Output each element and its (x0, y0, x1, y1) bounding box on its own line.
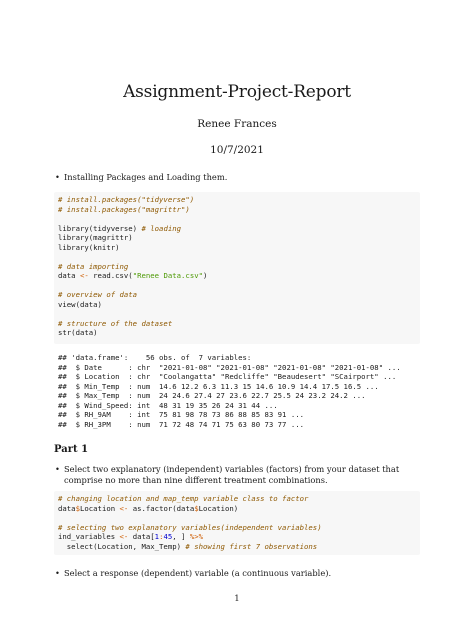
code-token: data[ (128, 532, 155, 541)
output-line: ## $ RH_9AM : int 75 81 98 78 73 86 88 85 83 91 ... (58, 410, 305, 419)
code-token: # loading (141, 223, 182, 233)
page-title: Assignment-Project-Report (123, 82, 351, 102)
code-token: data (58, 503, 76, 513)
output-line: ## $ Location : chr "Coolangatta" "Redcliffe" "Beaudesert" "SCairport" ... (58, 372, 397, 381)
code-output (54, 353, 424, 429)
code-line (58, 504, 416, 514)
bullet-item (55, 172, 424, 183)
code-token: library(tidyverse) (58, 223, 142, 233)
bullet-dot-icon: • (55, 172, 60, 182)
code-token: # install.packages("magrittr") (58, 204, 190, 214)
code-line (58, 290, 416, 300)
author-line: Renee Frances (197, 118, 277, 130)
code-line (58, 195, 416, 205)
code-token: <- (119, 503, 129, 513)
code-line (58, 309, 416, 319)
code-line (58, 205, 416, 215)
code-line (58, 214, 416, 224)
code-line (58, 271, 416, 281)
output-line: ## $ Max_Temp : num 24 24.6 27.4 27 23.6 22.7 25.5 24 23.2 24.2 ... (58, 391, 366, 400)
code-token: , ] (172, 532, 190, 541)
code-token: library(knitr) (58, 242, 120, 252)
code-token: # overview of data (58, 290, 138, 299)
code-token: # showing first 7 observations (185, 541, 318, 551)
code-token: : (159, 532, 164, 541)
code-token: view(data) (58, 299, 102, 309)
code-line (58, 281, 416, 291)
output-line: ## $ Date : chr "2021-01-08" "2021-01-08" "2021-01-08" "2021-01-08" ... (58, 362, 401, 372)
code-token: data (58, 271, 80, 280)
code-token: read.csv( (88, 271, 133, 280)
code-line (58, 262, 416, 272)
code-line (58, 233, 416, 243)
code-line (58, 532, 416, 542)
code-line (58, 224, 416, 234)
code-token: <- (119, 532, 129, 541)
code-block (54, 491, 420, 555)
code-line (58, 513, 416, 523)
code-line (58, 328, 416, 338)
code-token: as.factor(data (128, 503, 195, 513)
code-block (54, 192, 420, 344)
code-token: 1 (154, 532, 160, 541)
code-token: "Renee Data.csv" (132, 271, 203, 280)
code-token: # changing location and map_temp variable class to factor (58, 494, 309, 503)
code-line (58, 252, 416, 262)
code-token: select(Location, Max_Temp) (58, 541, 186, 551)
code-line (58, 300, 416, 310)
output-line: ## $ Min_Temp : num 14.6 12.2 6.3 11.3 15 14.6 10.9 14.4 17.5 16.5 ... (58, 381, 379, 391)
code-token: # selecting two explanatory variables(independent variables) (58, 522, 322, 532)
section-heading: Part 1 (54, 444, 89, 455)
code-token: # structure of the dataset (58, 318, 173, 328)
bullet-text: Select two explanatory (independent) variables (factors) from your dataset that comprise no more than nine different treatment combinations. (64, 464, 400, 485)
code-token: $ (75, 503, 80, 513)
bullet-text: Installing Packages and Loading them. (64, 172, 228, 182)
code-token: ) (203, 271, 208, 280)
code-token: 45 (163, 532, 173, 541)
output-line: ## $ Wind_Speed: int 48 31 19 35 26 24 31 44 ... (58, 400, 278, 410)
page-number: 1 (234, 594, 240, 604)
code-line (58, 319, 416, 329)
bullet-text: Select a response (dependent) variable (a continuous variable). (64, 568, 332, 578)
code-token: library(magrittr) (58, 233, 133, 242)
bullet-dot-icon: • (55, 464, 60, 474)
date-line: 10/7/2021 (210, 144, 264, 156)
code-token: %>% (189, 532, 204, 541)
output-line: ## 'data.frame': 56 obs. of 7 variables: (58, 353, 252, 362)
output-line: ## $ RH_3PM : num 71 72 48 74 71 75 63 80 73 77 ... (58, 419, 305, 429)
code-line (58, 243, 416, 253)
code-token: Location (79, 503, 120, 513)
code-token: $ (194, 503, 199, 513)
code-line (58, 542, 416, 552)
code-token: ind_variables (58, 532, 120, 541)
code-token: # install.packages("tidyverse") (58, 195, 195, 204)
code-token: Location) (198, 503, 239, 513)
bullet-dot-icon: • (55, 568, 60, 578)
code-token: # data importing (58, 261, 129, 271)
code-line (58, 523, 416, 533)
bullet-item (55, 464, 424, 486)
code-line (58, 494, 416, 504)
bullet-item (55, 568, 424, 579)
code-token: <- (79, 271, 89, 280)
code-token: str(data) (58, 328, 98, 337)
